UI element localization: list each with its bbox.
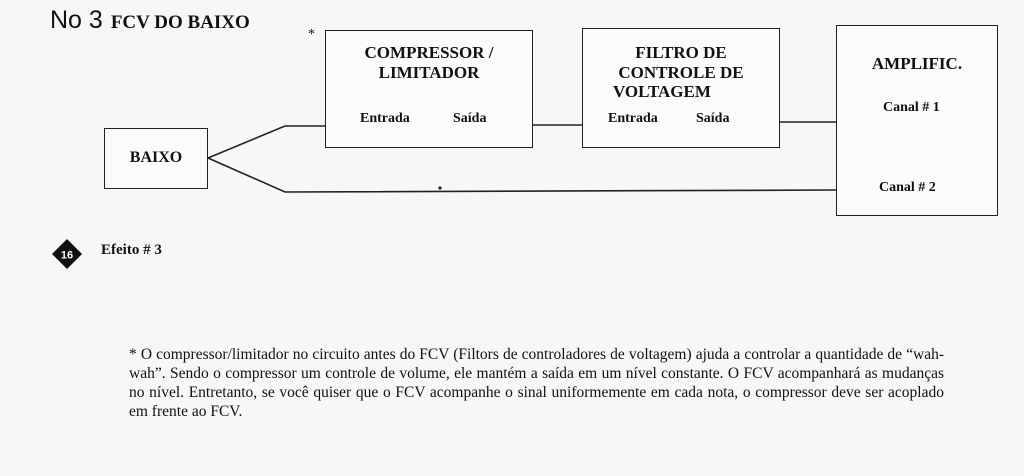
compressor-input-label: Entrada: [360, 111, 410, 126]
filter-title-line2: CONTROLE DE: [618, 62, 744, 82]
badge-number: 16: [60, 249, 74, 262]
filter-input-label: Entrada: [608, 111, 658, 126]
title-name: FCV DO BAIXO: [110, 12, 250, 33]
wire-baixo-to-channel2: [208, 158, 836, 192]
title-asterisk: *: [308, 27, 315, 42]
footnote-text: * O compressor/limitador no circuito antes do FCV (Filtors de controladores de voltagem) ajuda a controlar a quantidade de “wah-wah”. Sendo o compressor um controle de volume, ele mantém a saída em um nível constante. O FCV acompanhará as mudanças no nível. Entretanto, se você quiser que o FCV acompanhe o sinal uniformemente em cada nota, o compressor deve ser acoplado em frente ao FCV.: [129, 346, 944, 420]
title-number: No 3: [50, 6, 103, 34]
compressor-box: [325, 30, 533, 148]
channel1-label: Canal # 1: [883, 100, 940, 115]
compressor-output-label: Saída: [453, 111, 487, 126]
effect-label: Efeito # 3: [101, 242, 162, 258]
amplifier-title: AMPLIFIC.: [871, 54, 963, 73]
amplifier-box: [836, 25, 998, 216]
compressor-title-line2: LIMITADOR: [378, 62, 480, 82]
filter-output-label: Saída: [696, 111, 730, 126]
channel2-label: Canal # 2: [879, 180, 936, 195]
filter-box: [582, 28, 780, 148]
compressor-title-line1: COMPRESSOR /: [364, 43, 494, 62]
wire-dot: [438, 186, 441, 189]
filter-title-line3: VOLTAGEM: [613, 82, 711, 102]
baixo-box: [104, 128, 208, 189]
baixo-label: BAIXO: [129, 149, 183, 166]
wire-baixo-to-compressor: [208, 126, 325, 158]
filter-title-line1: FILTRO DE: [635, 43, 727, 62]
effect-number-badge: [51, 238, 83, 270]
